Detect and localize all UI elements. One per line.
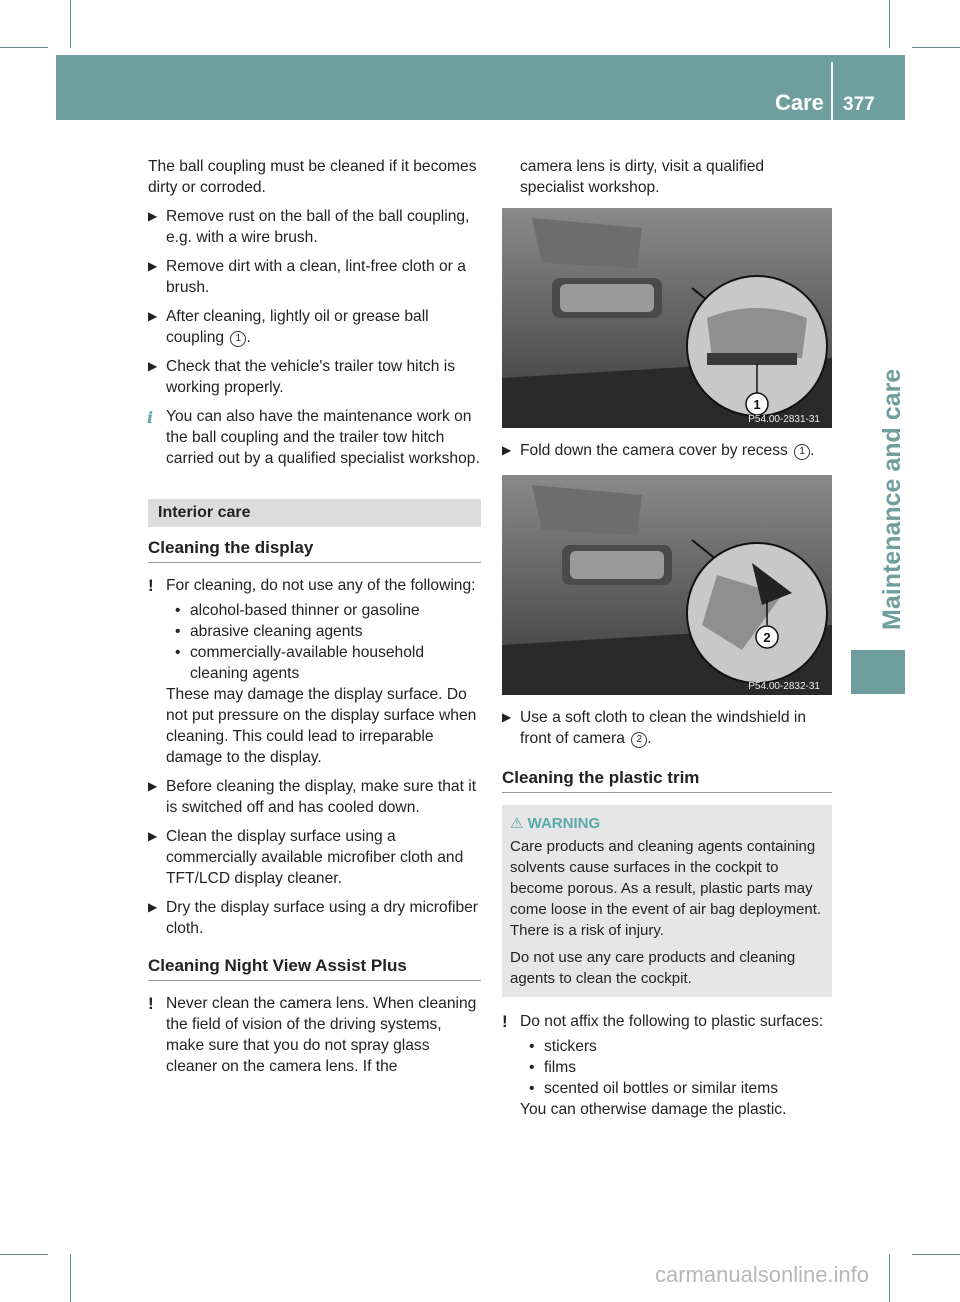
arrow-icon: ▶ bbox=[148, 779, 158, 793]
camera-photo-1 bbox=[502, 208, 832, 428]
watermark: carmanualsonline.info bbox=[655, 1262, 870, 1287]
step-item: ▶ Remove rust on the ball of the ball coupling, e.g. with a wire brush. bbox=[148, 208, 470, 246]
crop-mark bbox=[912, 1254, 960, 1255]
figure-code: P54.00-2831-31 bbox=[748, 414, 820, 425]
step-item: ▶ Before cleaning the display, make sure that it is switched off and has cooled down. bbox=[148, 778, 477, 816]
arrow-icon: ▶ bbox=[502, 710, 512, 724]
arrow-icon: ▶ bbox=[148, 359, 158, 373]
crop-mark bbox=[889, 0, 890, 48]
crop-mark bbox=[889, 1254, 890, 1302]
camera-figure-1 bbox=[502, 208, 832, 428]
header-divider bbox=[831, 62, 833, 120]
exclamation-icon: ! bbox=[502, 1012, 508, 1031]
page-number: 377 bbox=[843, 94, 875, 115]
figure-code: P54.00-2832-31 bbox=[748, 681, 820, 692]
exclamation-icon: ! bbox=[148, 576, 154, 595]
step-item: ▶ Use a soft cloth to clean the windshield in front of camera 2 . bbox=[502, 709, 807, 747]
arrow-icon: ▶ bbox=[502, 443, 512, 457]
arrow-icon: ▶ bbox=[148, 829, 158, 843]
warning-text: Care products and cleaning agents containing solvents cause surfaces in the cockpit to become porous. As a result, plastic parts may come loose in the event of air bag deployment. There is a risk of injury. bbox=[510, 838, 822, 939]
arrow-icon: ▶ bbox=[148, 259, 158, 273]
crop-mark bbox=[70, 0, 71, 48]
step-item: ▶ Check that the vehicle's trailer tow hitch is working properly. bbox=[148, 358, 455, 396]
warning-box bbox=[502, 805, 832, 997]
arrow-icon: ▶ bbox=[148, 309, 158, 323]
side-tab-marker bbox=[851, 650, 905, 694]
section-band: Interior care bbox=[148, 499, 481, 527]
list-item: • stickers bbox=[520, 1036, 832, 1057]
list-item: • scented oil bottles or similar items bbox=[520, 1078, 832, 1099]
subheading-display: Cleaning the display bbox=[148, 537, 481, 563]
crop-mark bbox=[912, 47, 960, 48]
left-column bbox=[148, 156, 481, 1085]
subheading-nightview: Cleaning Night View Assist Plus bbox=[148, 955, 481, 981]
notice-nightview: ! Never clean the camera lens. When cleaning the field of vision of the driving systems, make sure that you do not spray glass cleaner on the camera lens. If the bbox=[148, 994, 477, 1075]
notice-plastic: ! Do not affix the following to plastic surfaces: • stickers • films • scented oil bottles or similar items You can otherwise damage the plastic. bbox=[502, 1011, 832, 1120]
subheading-plastic: Cleaning the plastic trim bbox=[502, 767, 832, 793]
camera-figure-2 bbox=[502, 475, 832, 695]
callout-ref: 2 bbox=[631, 732, 647, 748]
continued-text: camera lens is dirty, visit a qualified specialist workshop. bbox=[520, 158, 765, 196]
info-icon: i bbox=[147, 408, 154, 427]
arrow-icon: ▶ bbox=[148, 209, 158, 223]
camera-photo-2 bbox=[502, 475, 832, 695]
intro-text: The ball coupling must be cleaned if it becomes dirty or corroded. bbox=[148, 158, 477, 196]
warning-title: WARNING bbox=[527, 815, 601, 832]
list-item: • alcohol-based thinner or gasoline bbox=[166, 600, 481, 621]
crop-mark bbox=[0, 1254, 48, 1255]
right-column bbox=[502, 156, 832, 1128]
step-item: ▶ Fold down the camera cover by recess 1 . bbox=[502, 442, 815, 459]
figure-callout: 1 bbox=[753, 397, 761, 412]
step-item: ▶ Dry the display surface using a dry microfiber cloth. bbox=[148, 899, 478, 937]
warning-text: Do not use any care products and cleaning agents to clean the cockpit. bbox=[510, 949, 796, 987]
step-item: ▶ Remove dirt with a clean, lint-free cloth or a brush. bbox=[148, 258, 466, 296]
side-tab-label: Maintenance and care bbox=[878, 368, 906, 630]
list-item: • commercially-available household cleaning agents bbox=[166, 642, 481, 684]
list-item: • abrasive cleaning agents bbox=[166, 621, 481, 642]
warning-icon: ⚠ bbox=[510, 815, 524, 832]
arrow-icon: ▶ bbox=[148, 900, 158, 914]
figure-callout: 2 bbox=[763, 630, 771, 645]
crop-mark bbox=[0, 47, 48, 48]
step-item: ▶ Clean the display surface using a commercially available microfiber cloth and TFT/LCD display cleaner. bbox=[148, 828, 464, 887]
notice-display: ! For cleaning, do not use any of the following: • alcohol-based thinner or gasoline • abrasive cleaning agents • commercially-available household cleaning agents These may damage the display surface. Do not put pressure on the display surface when cleaning. This could lead to irreparable damage to the display. bbox=[148, 575, 481, 768]
info-note: i You can also have the maintenance work on the ball coupling and the trailer tow hitch carried out by a qualified specialist workshop. bbox=[147, 408, 480, 467]
callout-ref: 1 bbox=[230, 331, 246, 347]
step-item: ▶ After cleaning, lightly oil or grease ball coupling 1 . bbox=[148, 308, 429, 346]
exclamation-icon: ! bbox=[148, 994, 154, 1013]
callout-ref: 1 bbox=[794, 444, 810, 460]
crop-mark bbox=[70, 1254, 71, 1302]
section-title: Care bbox=[775, 90, 824, 115]
list-item: • films bbox=[520, 1057, 832, 1078]
